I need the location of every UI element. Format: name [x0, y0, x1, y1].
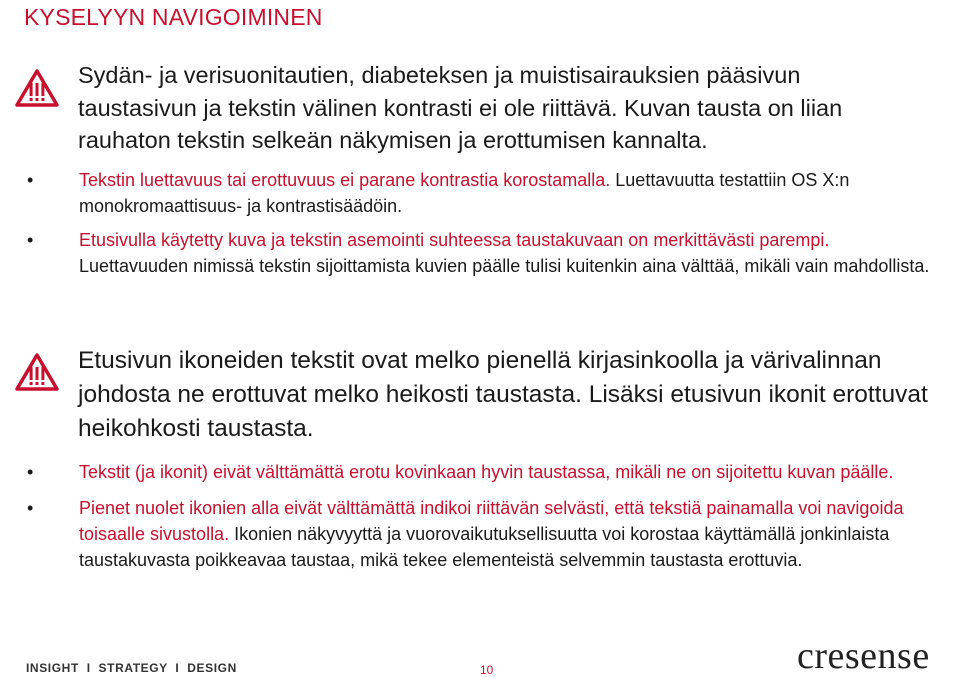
list-item: [0, 227, 930, 279]
bullet-icon: •: [27, 498, 34, 518]
page-number: 10: [480, 663, 494, 677]
section-2: [27, 344, 948, 573]
section-2-bullets: [0, 459, 930, 573]
section-2-lead: Etusivun ikoneiden tekstit ovat melko pienellä kirjasinkoolla ja värivalinnan johdosta ne erottuvat melko heikosti taustasta. Lisäksi etusivun ikonit erottuvat heikohkosti taustasta.: [78, 347, 928, 442]
bullet-icon: •: [27, 229, 34, 250]
bullet-icon: •: [27, 462, 34, 482]
list-item: [0, 167, 930, 219]
brand-logo: cresense: [797, 635, 930, 677]
bullet-highlight: Tekstin luettavuus tai erottuvuus ei parane kontrastia korostamalla.: [79, 169, 611, 190]
warning-triangle-icon: [14, 68, 60, 108]
bullet-text: Ikonien näkyvyyttä ja vuorovaikutuksellisuutta voi korostaa käyttämällä jonkinlaista taustakuvasta poikkeavaa taustaa, mikä tekee elementeistä selvemmin taustasta erottuvia.: [79, 524, 890, 570]
section-1: [27, 59, 930, 279]
section-1-lead: Sydän- ja verisuonitautien, diabeteksen ja muistisairauksien pääsivun taustasivun ja tekstin välinen kontrasti ei ole riittävä. Kuvan tausta on liian rauhaton tekstin selkeän näkymisen ja erottumisen kannalta.: [78, 62, 843, 153]
bullet-highlight: Pienet nuolet ikonien alla eivät välttämättä indikoi riittävän selvästi, että tekstiä painamalla voi navigoida toisaalle sivustolla.: [79, 498, 904, 544]
list-item: [0, 495, 930, 573]
warning-triangle-icon: [14, 352, 60, 392]
bullet-text: Luettavuuden nimissä tekstin sijoittamista kuvien päälle tulisi kuitenkin aina välttää, mikäli vain mahdollista.: [79, 255, 930, 276]
bullet-text: Luettavuutta testattiin OS X:n monokromaattisuus- ja kontrastisäädöin.: [79, 169, 850, 216]
bullet-highlight: Tekstit (ja ikonit) eivät välttämättä erotu kovinkaan hyvin taustassa, mikäli ne on sijoitettu kuvan päälle.: [79, 462, 894, 482]
bullet-highlight: Etusivulla käytetty kuva ja tekstin asemointi suhteessa taustakuvaan on merkittävästi parempi.: [79, 229, 830, 250]
list-item: [0, 459, 930, 485]
page-title: KYSELYYN NAVIGOIMINEN: [24, 4, 323, 30]
section-1-bullets: [0, 167, 930, 279]
footer-tagline: INSIGHT I STRATEGY I DESIGN: [26, 661, 237, 675]
bullet-icon: •: [27, 169, 34, 190]
